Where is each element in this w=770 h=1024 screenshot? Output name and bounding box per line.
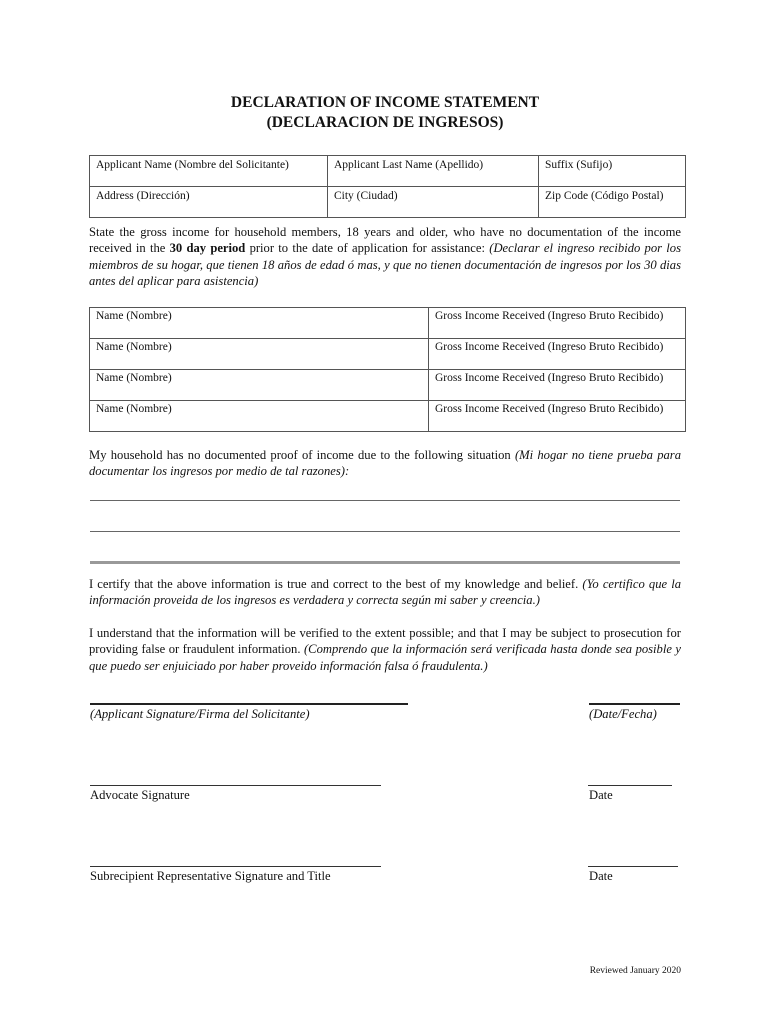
understand-paragraph: I understand that the information will be verified to the extent possible; and that I may be subject to prosecution for providing false or fraudulent information. (Comprendo que la información será verificada hasta donde sea posible y que puedo ser enjuiciado por haber proveido información falsa ó fraudulenta.) [89,626,682,673]
applicant-name-field[interactable]: Applicant Name (Nombre del Solicitante) [90,156,328,187]
applicant-date-line[interactable] [589,703,680,705]
subrecipient-signature-label: Subrecipient Representative Signature and Title [90,869,331,883]
member-name-field[interactable]: Name (Nombre) [90,339,429,370]
table-row [90,401,686,432]
table-row [90,370,686,401]
thirty-day-period: 30 day period [169,241,246,256]
gross-income-field[interactable]: Gross Income Received (Ingreso Bruto Recibido) [429,370,686,401]
gross-income-field[interactable]: Gross Income Received (Ingreso Bruto Recibido) [429,401,686,432]
revision-note: Reviewed January 2020 [589,966,681,976]
table-row [90,308,686,339]
situation-line-1[interactable] [90,500,680,501]
advocate-signature-line[interactable] [90,785,381,786]
member-name-field[interactable]: Name (Nombre) [90,308,429,339]
certify-paragraph: I certify that the above information is true and correct to the best of my knowledge and belief. (Yo certifico que la información proveida de los ingresos es verdadera y correcta según mi saber y creencia.) [89,577,682,608]
member-name-field[interactable]: Name (Nombre) [90,401,429,432]
subrecipient-signature-line[interactable] [90,866,381,867]
subrecipient-date-label: Date [589,869,613,883]
situation-line-3[interactable] [90,561,680,564]
situation-line-2[interactable] [90,531,680,532]
address-field[interactable]: Address (Dirección) [90,187,328,218]
advocate-date-label: Date [589,788,613,802]
situation-paragraph: My household has no documented proof of income due to the following situation (Mi hogar no tiene prueba para documentar los ingresos por medio de tal razones): [89,448,681,479]
applicant-last-name-field[interactable]: Applicant Last Name (Apellido) [328,156,539,187]
zip-code-field[interactable]: Zip Code (Código Postal) [539,187,686,218]
advocate-date-line[interactable] [588,785,672,786]
instructions-paragraph: State the gross income for household members, 18 years and older, who have no documentation of the income received in the 30 day period prior to the date of application for assistance: (Declarar el ingreso recibido por los miembros de su hogar, que tienen 18 años de edad ó mas, y que no tienen documentación de ingresos por los 30 dias antes del aplicar para asistencia) [89,225,681,289]
applicant-date-label: (Date/Fecha) [589,707,657,721]
member-name-field[interactable]: Name (Nombre) [90,370,429,401]
subrecipient-date-line[interactable] [588,866,678,867]
suffix-field[interactable]: Suffix (Sufijo) [539,156,686,187]
household-income-table [89,307,686,432]
applicant-signature-line[interactable] [90,703,408,705]
gross-income-field[interactable]: Gross Income Received (Ingreso Bruto Recibido) [429,339,686,370]
document-title: DECLARATION OF INCOME STATEMENT [230,94,540,111]
applicant-info-table [89,155,686,218]
document-subtitle: (DECLARACION DE INGRESOS) [266,114,504,131]
advocate-signature-label: Advocate Signature [90,788,190,802]
table-row [90,339,686,370]
applicant-signature-label: (Applicant Signature/Firma del Solicitante) [90,707,310,721]
city-field[interactable]: City (Ciudad) [328,187,539,218]
gross-income-field[interactable]: Gross Income Received (Ingreso Bruto Recibido) [429,308,686,339]
